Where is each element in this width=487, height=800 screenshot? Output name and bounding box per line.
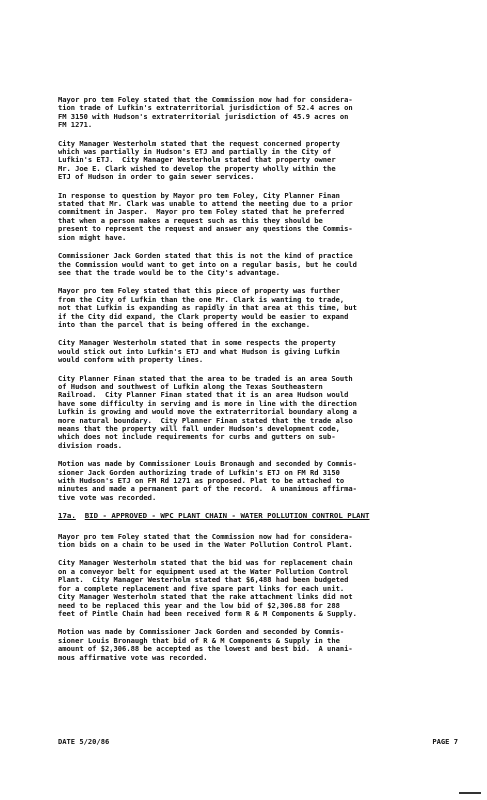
scan-mark bbox=[459, 792, 481, 794]
paragraph-gorden-comment: Commissioner Jack Gorden stated that this is not the kind of practice the Commission would want to get into on a regular basis, but he could see that the trade would be to the City's advantage. bbox=[58, 251, 357, 277]
footer-date: DATE 5/20/86 bbox=[58, 737, 110, 746]
section-title: BID - APPROVED - WPC PLANT CHAIN - WATER POLLUTION CONTROL PLANT bbox=[84, 511, 370, 521]
paragraph-chain-motion: Motion was made by Commissioner Jack Gorden and seconded by Commis- sioner Louis Bronaugh that bid of R & M Components & Supply in the amount of $2,306.88 be accepted as the lowest and best bid. A unani- mous affirmative vote was recorded. bbox=[58, 627, 353, 662]
paragraph-etj-trade-intro: Mayor pro tem Foley stated that the Commission now had for considera- tion trade of Lufkin's extraterritorial jurisdiction of 52.4 acres on FM 3150 with Hudson's extraterritorial jurisdiction of 45.9 acres on FM 1271. bbox=[58, 95, 353, 130]
section-number: 17a. bbox=[58, 511, 76, 521]
paragraph-finan-response: In response to question by Mayor pro tem Foley, City Planner Finan stated that Mr. Clark was unable to attend the meeting due to a prior commitment in Jasper. Mayor pro tem Foley stated that he preferred that when a person makes a request such as this they should be present to represent the request and answer any questions the Commis- sion might have. bbox=[58, 190, 353, 242]
paragraph-westerholm-boundary: City Manager Westerholm stated that in some respects the property would stick out into Lufkin's ETJ and what Hudson is giving Lufkin would conform with property lines. bbox=[58, 338, 340, 365]
paragraph-chain-bids-intro: Mayor pro tem Foley stated that the Commission now had for considera- tion bids on a chain to be used in the Water Pollution Control Plant. bbox=[58, 531, 353, 550]
section-heading bbox=[58, 512, 459, 520]
paragraph-westerholm-request: City Manager Westerholm stated that the request concerned property which was partially in Hudson's ETJ and partially in the City of Lufkin's ETJ. City Manager Westerholm stated that property owner Mr. Joe E. Clark wished to develop the property wholly within the ETJ of Hudson in order to gain sewer services. bbox=[58, 138, 340, 182]
paragraph-chain-details: City Manager Westerholm stated that the bid was for replacement chain on a conveyor belt for equipment used at the Water Pollution Control Plant. City Manager Westerholm stated that $6,488 had been budgeted for a complete replacement and five spare part links for each unit. City Manager Westerholm stated that the rake attachment links did not need to be replaced this year and the low bid of $2,306.88 for 288 feet of Pintle Chain had been received form R & M Components & Supply. bbox=[58, 558, 357, 618]
page-footer bbox=[58, 737, 460, 746]
paragraph-foley-property: Mayor pro tem Foley stated that this piece of property was further from the City of Lufkin than the one Mr. Clark is wanting to trade, not that Lufkin is expanding as rapidly in that area at this time, but if the City did expand, the Clark property would be easier to expand into than the parcel that is being offered in the exchange. bbox=[58, 286, 357, 329]
paragraph-finan-area: City Planner Finan stated that the area to be traded is an area South of Hudson and southwest of Lufkin along the Texas Southeastern Railroad. City Planner Finan stated that it is an area Hudson would have some difficulty in serving and is more in line with the direction Lufkin is growing and would move the extraterritorial boundary along a more natural boundary. City Planner Finan stated that the trade also means that the property will fall under Hudson's development code, which does not include requirements for curbs and gutters on sub- division roads. bbox=[58, 373, 357, 450]
footer-page-number: PAGE 7 bbox=[432, 737, 458, 746]
paragraph-etj-motion: Motion was made by Commissioner Louis Bronaugh and seconded by Commis- sioner Jack Gorden authorizing trade of Lufkin's ETJ on FM Rd 3150 with Hudson's ETJ on FM Rd 1271 as proposed. Plat to be attached to minutes and made a permanent part of the record. A unanimous affirma- tive vote was recorded. bbox=[58, 459, 357, 502]
